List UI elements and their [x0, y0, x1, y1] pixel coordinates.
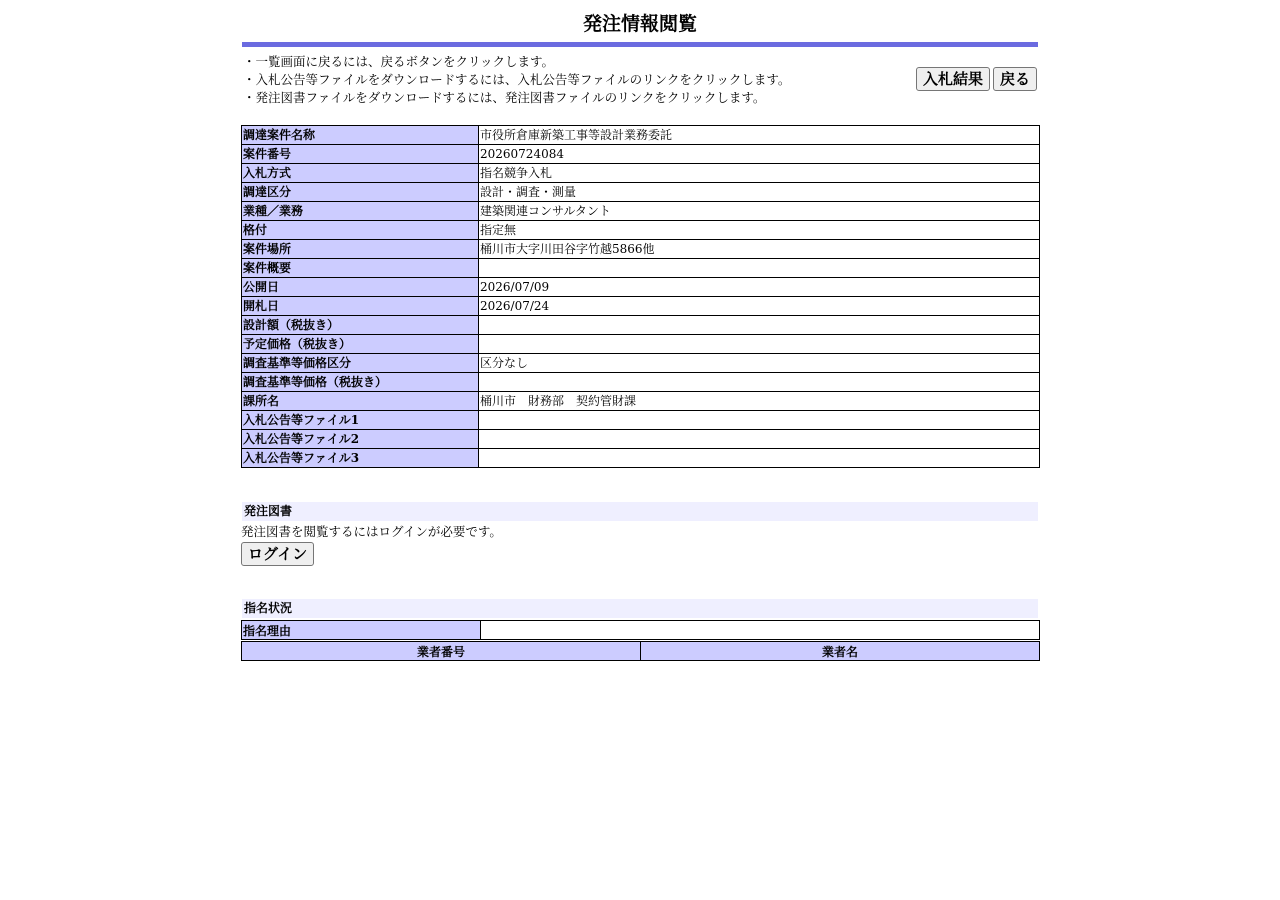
nomination-reason-table	[241, 620, 1040, 640]
field-label: 公開日	[242, 278, 479, 297]
field-value: 桶川市 財務部 契約管財課	[479, 392, 1040, 411]
page-container	[241, 0, 1039, 661]
field-label: 業種／業務	[242, 202, 479, 221]
field-value	[479, 449, 1040, 468]
table-row	[242, 183, 1040, 202]
field-label: 調達区分	[242, 183, 479, 202]
page-title: 発注情報閲覧	[582, 13, 697, 35]
nomination-section-heading: 指名状況	[242, 599, 1038, 618]
procurement-info-table	[241, 125, 1040, 468]
vendor-table	[241, 641, 1040, 661]
login-button[interactable]: ログイン	[241, 542, 314, 566]
table-row	[242, 430, 1040, 449]
vendor-name-header: 業者名	[641, 642, 1040, 661]
field-value: 建築関連コンサルタント	[479, 202, 1040, 221]
field-value	[479, 316, 1040, 335]
field-value: 2026/07/09	[479, 278, 1040, 297]
table-row	[242, 297, 1040, 316]
field-value: 指名競争入札	[479, 164, 1040, 183]
field-label: 課所名	[242, 392, 479, 411]
table-row	[242, 354, 1040, 373]
table-row	[242, 145, 1040, 164]
field-label: 調査基準等価格（税抜き）	[242, 373, 479, 392]
table-row	[242, 259, 1040, 278]
table-row	[242, 316, 1040, 335]
table-row	[242, 126, 1040, 145]
field-label: 案件番号	[242, 145, 479, 164]
field-value	[479, 259, 1040, 278]
table-row	[242, 373, 1040, 392]
field-label: 入札方式	[242, 164, 479, 183]
table-row	[242, 221, 1040, 240]
login-required-message: 発注図書を閲覧するにはログインが必要です。	[241, 524, 502, 539]
field-value	[479, 430, 1040, 449]
drawings-section-heading: 発注図書	[242, 502, 1038, 521]
instruction-line: ・一覧画面に戻るには、戻るボタンをクリックします。	[243, 54, 555, 69]
vendor-number-header: 業者番号	[242, 642, 641, 661]
field-value: 20260724084	[479, 145, 1040, 164]
instruction-line: ・入札公告等ファイルをダウンロードするには、入札公告等ファイルのリンクをクリックします。	[243, 72, 791, 87]
field-value: 区分なし	[479, 354, 1040, 373]
field-label: 設計額（税抜き）	[242, 316, 479, 335]
field-value	[479, 411, 1040, 430]
field-label: 入札公告等ファイル1	[242, 411, 479, 430]
field-label: 格付	[242, 221, 479, 240]
field-label: 調達案件名称	[242, 126, 479, 145]
table-row	[242, 449, 1040, 468]
table-row	[242, 202, 1040, 221]
field-value	[479, 335, 1040, 354]
field-value: 市役所倉庫新築工事等設計業務委託	[479, 126, 1040, 145]
bid-result-button[interactable]: 入札結果	[916, 67, 990, 91]
nomination-reason-label: 指名理由	[242, 621, 481, 640]
table-row	[242, 164, 1040, 183]
action-buttons	[916, 67, 1037, 91]
table-row	[242, 335, 1040, 354]
field-value: 指定無	[479, 221, 1040, 240]
table-row	[242, 240, 1040, 259]
nomination-reason-value	[481, 621, 1040, 640]
vendor-table-header-row	[242, 642, 1040, 661]
field-value: 2026/07/24	[479, 297, 1040, 316]
back-button[interactable]: 戻る	[993, 67, 1037, 91]
table-row	[242, 392, 1040, 411]
field-value: 桶川市大字川田谷字竹越5866他	[479, 240, 1040, 259]
table-row	[242, 411, 1040, 430]
table-row	[242, 621, 1040, 640]
field-label: 開札日	[242, 297, 479, 316]
field-label: 案件場所	[242, 240, 479, 259]
instructions-area	[241, 47, 1039, 119]
field-value: 設計・調査・測量	[479, 183, 1040, 202]
table-row	[242, 278, 1040, 297]
field-value	[479, 373, 1040, 392]
field-label: 入札公告等ファイル2	[242, 430, 479, 449]
field-label: 予定価格（税抜き）	[242, 335, 479, 354]
instruction-line: ・発注図書ファイルをダウンロードするには、発注図書ファイルのリンクをクリックします。	[243, 90, 766, 105]
field-label: 入札公告等ファイル3	[242, 449, 479, 468]
field-label: 調査基準等価格区分	[242, 354, 479, 373]
field-label: 案件概要	[242, 259, 479, 278]
